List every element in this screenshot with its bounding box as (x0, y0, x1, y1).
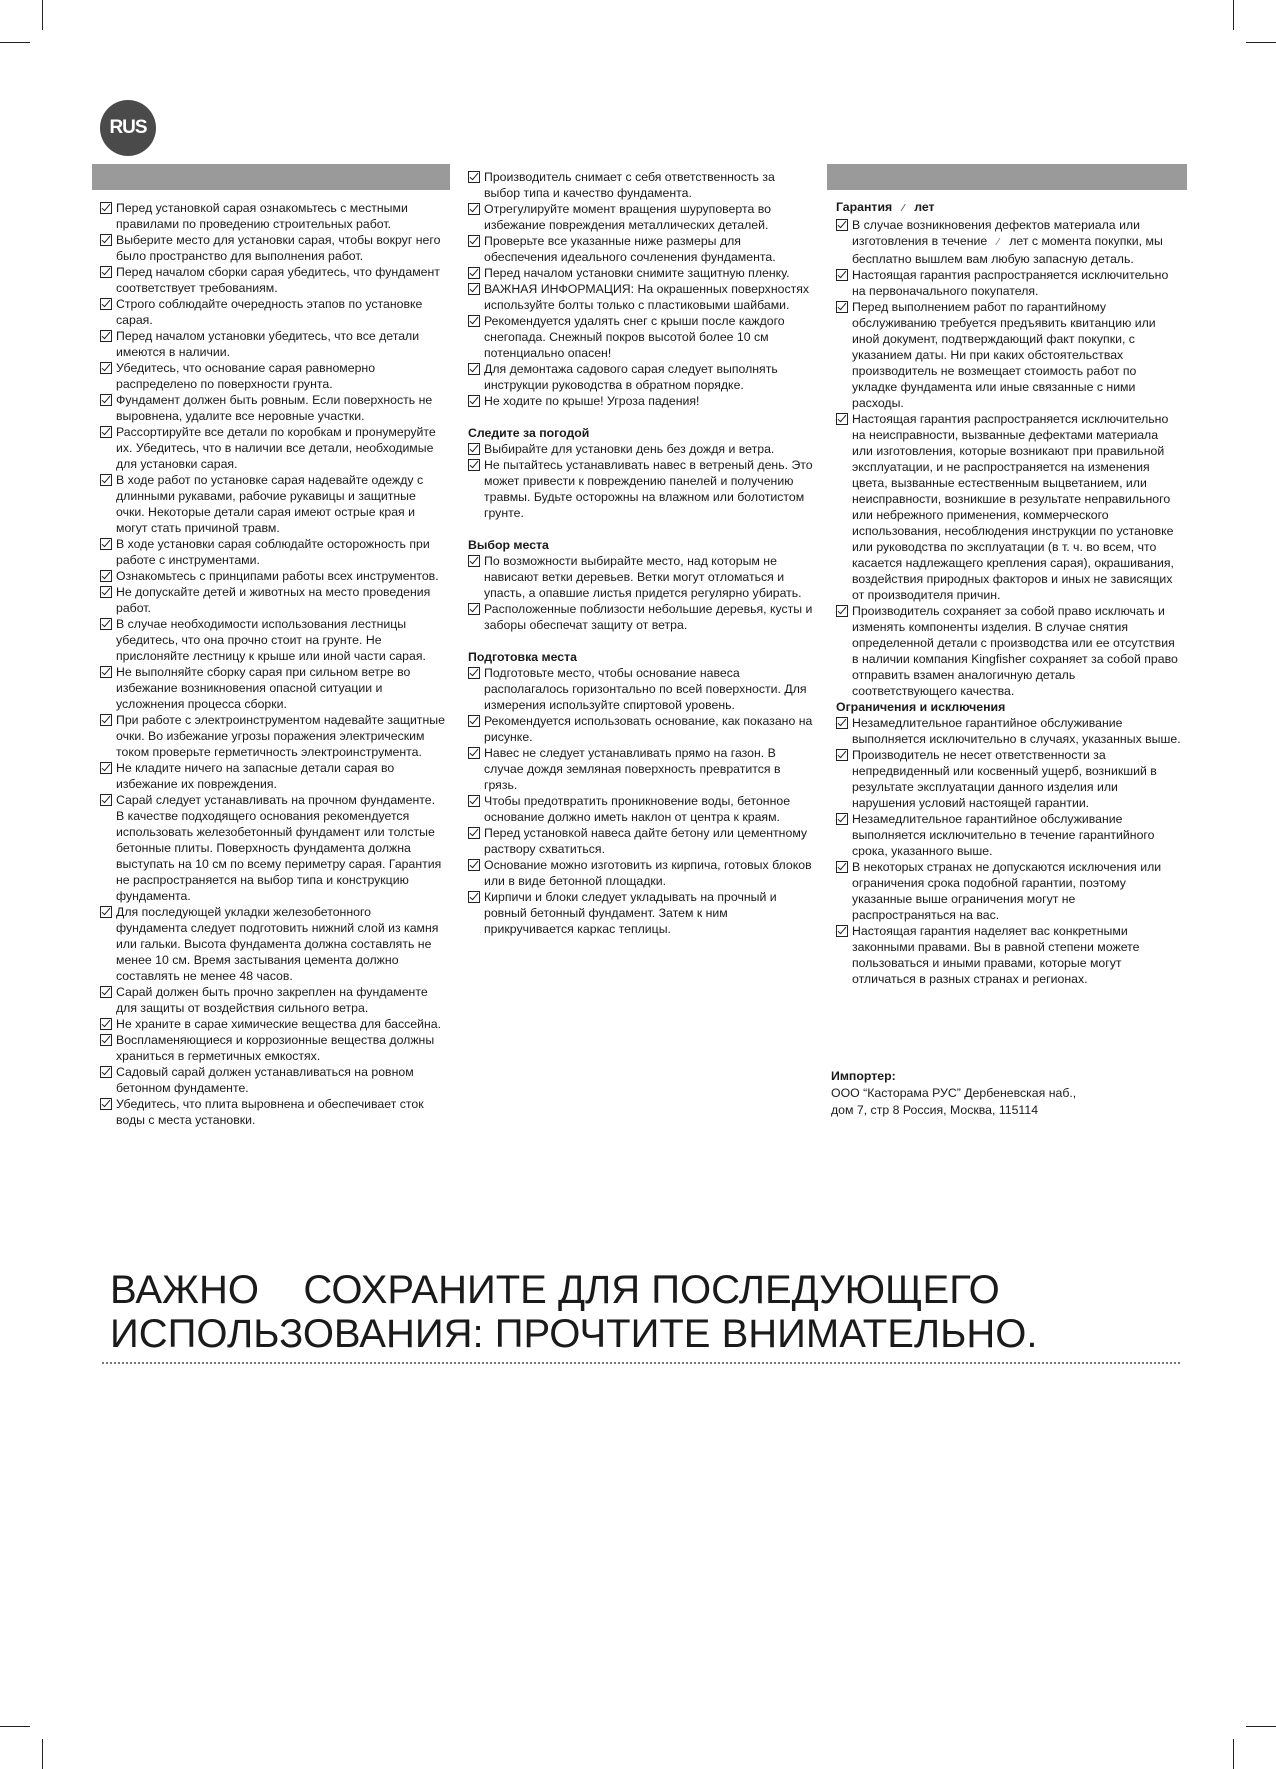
list-item (100, 616, 445, 664)
list-item-text: Навес не следует устанавливать прямо на газон. В случае дождя земляная поверхность превратится в грязь. (484, 746, 781, 792)
list-item-text: Перед началом установки убедитесь, что все детали имеются в наличии. (116, 329, 420, 359)
list-item-text: Отрегулируйте момент вращения шуруповерта во избежание повреждения металлических деталей. (484, 202, 771, 232)
list-item-text: Для последующей укладки железобетонного фундамента следует подготовить нижний слой из камня или гальки. Высота фундамента должна составлять не менее 10 см. Время застывания цемента должно составлять не менее 48 часов. (116, 905, 439, 983)
list-item-text: Перед установкой навеса дайте бетону или цементному раствору схватиться. (484, 826, 808, 856)
list-item (100, 328, 445, 360)
list-item-text: ВАЖНАЯ ИНФОРМАЦИЯ: На окрашенных поверхностях используйте болты только с пластиковыми шайбами. (484, 282, 810, 312)
list-item (100, 984, 445, 1016)
checkbox-checked-icon (100, 762, 112, 774)
list-item-text: Перед началом сборки сарая убедитесь, что фундамент соответствует требованиям. (116, 265, 440, 295)
checkbox-checked-icon (100, 1098, 112, 1110)
crop-mark (42, 0, 43, 30)
checkbox-checked-icon (836, 269, 848, 281)
list-item (468, 233, 813, 265)
list-item (836, 603, 1181, 699)
list-item (100, 264, 445, 296)
list-item-text: Расположенные поблизости небольшие деревья, кусты и заборы обеспечат защиту от ветра. (484, 602, 813, 632)
list-item-text: Не выполняйте сборку сарая при сильном ветре во избежание возникновения опасной ситуации и усложнения процесса сборки. (116, 665, 411, 711)
list-item (100, 760, 445, 792)
list-item (836, 715, 1181, 747)
list-item (468, 713, 813, 745)
list-item-text: Не кладите ничего на запасные детали сарая во избежание их повреждения. (116, 761, 395, 791)
list-item-text: Рассортируйте все детали по коробкам и пронумеруйте их. Убедитесь, что в наличии все детали, необходимые для установки сарая. (116, 425, 436, 471)
column-2 (468, 169, 813, 937)
importer-address-line-1: ООО “Касторама РУС” Дербеневская наб., (831, 1086, 1077, 1100)
list-item-text: Перед выполнением работ по гарантийному обслуживанию требуется предъявить квитанцию или иной документ, подтверждающий факт покупки, с указанием даты. Ни при каких обстоятельствах производитель не возмещает стоимость работ по укладке фундамента или иные связанные с ними расходы. (852, 300, 1156, 410)
crop-mark (42, 1739, 43, 1769)
list-item-text: Ознакомьтесь с принципами работы всех инструментов. (116, 569, 439, 583)
checkbox-checked-icon (100, 474, 112, 486)
list-item-text: Сарай следует устанавливать на прочном фундаменте. В качестве подходящего основания рекомендуется использовать железобетонный фундамент или толстые бетонные плиты. Поверхность фундамента должна выступать на 10 см по всему периметру сарая. Гарантия не распространяется на выбор типа и конструкцию фундамента. (116, 793, 442, 903)
checkbox-checked-icon (100, 298, 112, 310)
list-item-text: Перед установкой сарая ознакомьтесь с местными правилами по проведению строительных работ. (116, 201, 408, 231)
list-item-text: При работе с электроинструментом надевайте защитные очки. Во избежание угрозы поражения электрическим током проверьте герметичность электроинструмента. (116, 713, 445, 759)
list-item (100, 792, 445, 904)
list-item-text: Воспламеняющиеся и коррозионные вещества должны храниться в герметичных емкостях. (116, 1033, 435, 1063)
list-item-text: Для демонтажа садового сарая следует выполнять инструкции руководства в обратном порядке. (484, 362, 778, 392)
checkbox-checked-icon (468, 283, 480, 295)
checkbox-checked-icon (468, 603, 480, 615)
checkbox-checked-icon (836, 301, 848, 313)
list-item-text: Выбирайте для установки день без дождя и ветра. (484, 442, 775, 456)
language-badge: RUS (100, 100, 156, 156)
checkbox-checked-icon (836, 749, 848, 761)
list-item-text: Подготовьте место, чтобы основание навеса располагалось горизонтально по всей поверхности. Для измерения используйте спиртовой уровень. (484, 666, 807, 712)
checkbox-checked-icon (100, 1034, 112, 1046)
list-item-text: Фундамент должен быть ровным. Если поверхность не выровнена, удалите все неровные участки. (116, 393, 433, 423)
section-heading-place: Выбор места (468, 538, 549, 552)
list-item (468, 665, 813, 713)
important-notice-line-1: ВАЖНО СОХРАНИТЕ ДЛЯ ПОСЛЕДУЮЩЕГО (110, 1268, 1000, 1312)
checkbox-checked-icon (100, 362, 112, 374)
checkbox-checked-icon (100, 618, 112, 630)
section-heading-limits: Ограничения и исключения (836, 700, 1006, 714)
list-item (836, 859, 1181, 923)
list-item-text: Выберите место для установки сарая, чтобы вокруг него было пространство для выполнения работ. (116, 233, 441, 263)
checkbox-checked-icon (100, 586, 112, 598)
list-item-text: Проверьте все указанные ниже размеры для обеспечения идеального сочленения фундамента. (484, 234, 776, 264)
list-item-text: По возможности выбирайте место, над которым не нависают ветки деревьев. Ветки могут отломаться и упасть, а опавшие листья придется регулярно убирать. (484, 554, 802, 600)
list-item (100, 712, 445, 760)
list-item (468, 601, 813, 633)
checkbox-checked-icon (100, 426, 112, 438)
checkbox-checked-icon (468, 667, 480, 679)
list-item (836, 267, 1181, 299)
checkbox-checked-icon (836, 717, 848, 729)
checkbox-checked-icon (836, 413, 848, 425)
list-item (468, 313, 813, 361)
crop-mark (1233, 1739, 1234, 1769)
checkbox-checked-icon (836, 219, 848, 231)
list-item-text: Производитель не несет ответственности за непредвиденный или косвенный ущерб, возникший в результате эксплуатации данного изделия или нарушения условий настоящей гарантии. (852, 748, 1157, 810)
section-heading-weather: Следите за погодой (468, 426, 590, 440)
checkbox-checked-icon (100, 906, 112, 918)
checkbox-checked-icon (468, 827, 480, 839)
list-item-text: Настоящая гарантия распространяется исключительно на первоначального покупателя. (852, 268, 1169, 298)
checkbox-checked-icon (836, 813, 848, 825)
list-item-text: В некоторых странах не допускаются исключения или ограничения срока подобной гарантии, поэтому указанные выше ограничения могут не распространяться на вас. (852, 860, 1162, 922)
list-item-text: Сарай должен быть прочно закреплен на фундаменте для защиты от воздействия сильного ветра. (116, 985, 428, 1015)
checkbox-checked-icon (836, 925, 848, 937)
crop-mark (0, 1726, 30, 1727)
checkbox-checked-icon (468, 267, 480, 279)
list-item (468, 361, 813, 393)
list-item (836, 811, 1181, 859)
section-header-bar-right (827, 164, 1187, 190)
list-item-text: Рекомендуется использовать основание, как показано на рисунке. (484, 714, 813, 744)
checkbox-checked-icon (100, 666, 112, 678)
list-item (100, 360, 445, 392)
list-item (100, 1016, 445, 1032)
list-item-text: Рекомендуется удалять снег с крыши после каждого снегопада. Снежный покров высотой более 10 см потенциально опасен! (484, 314, 785, 360)
checkbox-checked-icon (836, 861, 848, 873)
checkbox-checked-icon (468, 459, 480, 471)
list-item (836, 923, 1181, 987)
list-item (100, 584, 445, 616)
list-item (468, 281, 813, 313)
list-item (468, 889, 813, 937)
checkbox-checked-icon (100, 570, 112, 582)
list-item (100, 664, 445, 712)
list-item (836, 411, 1181, 603)
checkbox-checked-icon (468, 715, 480, 727)
list-item-text: Перед началом установки снимите защитную пленку. (484, 266, 790, 280)
list-item (100, 472, 445, 536)
list-item: В случае возникновения дефектов материала или изготовления в течение ⁄ лет с момента покупки, мы бесплатно вышлем вам любую запасную деталь. (836, 217, 1181, 267)
list-item-text: Незамедлительное гарантийное обслуживание выполняется исключительно в течение гарантийного срока, указанного выше. (852, 812, 1155, 858)
list-item (468, 265, 813, 281)
crop-mark (0, 42, 30, 43)
list-item (468, 169, 813, 201)
list-item (100, 1064, 445, 1096)
list-item-text: Производитель сохраняет за собой право исключать и изменять компоненты изделия. В случае снятия определенной детали с производства или ее отсутствия в наличии компания Kingfisher сохраняет за собой право отправить взамен аналогичную деталь соответствующего качества. (852, 604, 1178, 698)
list-item (100, 392, 445, 424)
list-item (836, 299, 1181, 411)
list-item (468, 553, 813, 601)
list-item-text: Не храните в сарае химические вещества для бассейна. (116, 1017, 442, 1031)
important-notice-title (110, 1268, 1037, 1356)
list-item-text: Чтобы предотвратить проникновение воды, бетонное основание должно иметь наклон от центра к краям. (484, 794, 791, 824)
list-item (468, 393, 813, 409)
list-item-text: Настоящая гарантия наделяет вас конкретными законными правами. Вы в равной степени можете пользоваться и иными правами, которые могут отличаться в разных странах и регионах. (852, 924, 1140, 986)
checkbox-checked-icon (100, 202, 112, 214)
list-item (100, 424, 445, 472)
list-item (100, 1032, 445, 1064)
list-item-text: Основание можно изготовить из кирпича, готовых блоков или в виде бетонной площадки. (484, 858, 812, 888)
dotted-divider (102, 1362, 1180, 1364)
importer-address-line-2: дом 7, стр 8 Россия, Москва, 115114 (831, 1103, 1039, 1117)
checkbox-checked-icon (468, 891, 480, 903)
checkbox-checked-icon (100, 794, 112, 806)
list-item-text: Производитель снимает с себя ответственность за выбор типа и качество фундамента. (484, 170, 775, 200)
important-notice-line-2: ИСПОЛЬЗОВАНИЯ: ПРОЧТИТЕ ВНИМАТЕЛЬНО. (110, 1312, 1038, 1356)
list-item (468, 825, 813, 857)
checkbox-checked-icon (100, 1066, 112, 1078)
column-3 (836, 199, 1181, 987)
checkbox-checked-icon (100, 986, 112, 998)
checkbox-checked-icon (836, 605, 848, 617)
list-item-text: Строго соблюдайте очередность этапов по установке сарая. (116, 297, 423, 327)
list-item (100, 232, 445, 264)
list-item (100, 904, 445, 984)
checkbox-checked-icon (100, 714, 112, 726)
checkbox-checked-icon (468, 395, 480, 407)
list-item (468, 457, 813, 521)
checkbox-checked-icon (468, 235, 480, 247)
checkbox-checked-icon (100, 330, 112, 342)
section-header-bar-left (92, 164, 450, 190)
checkbox-checked-icon (468, 555, 480, 567)
list-item-text: Убедитесь, что плита выровнена и обеспечивает сток воды с места установки. (116, 1097, 424, 1127)
checkbox-checked-icon (100, 266, 112, 278)
list-item (100, 568, 445, 584)
checkbox-checked-icon (100, 394, 112, 406)
list-item-text: В ходе работ по установке сарая надевайте одежду с длинными рукавами, рабочие рукавицы и защитные очки. Некоторые детали сарая имеют острые края и могут стать причиной травм. (116, 473, 424, 535)
list-item (468, 201, 813, 233)
checkbox-checked-icon (100, 538, 112, 550)
checkbox-checked-icon (468, 315, 480, 327)
section-heading-preparation: Подготовка места (468, 650, 577, 664)
section-heading-warranty: Гарантия ⁄ лет (836, 200, 935, 214)
list-item-text: В случае необходимости использования лестницы убедитесь, что она прочно стоит на грунте. Не прислоняйте лестницу к крыше или иной части сарая. (116, 617, 426, 663)
list-item-text: Не пытайтесь устанавливать навес в ветреный день. Это может привести к повреждению панелей и получению травмы. Будьте осторожны на влажном или болотистом грунте. (484, 458, 813, 520)
checkbox-checked-icon (100, 234, 112, 246)
list-item-text: Незамедлительное гарантийное обслуживание выполняется исключительно в случаях, указанных выше. (852, 716, 1181, 746)
checkbox-checked-icon (468, 443, 480, 455)
list-item (100, 536, 445, 568)
list-item-text: Садовый сарай должен устанавливаться на ровном бетонном фундаменте. (116, 1065, 414, 1095)
list-item-text: Убедитесь, что основание сарая равномерно распределено по поверхности грунта. (116, 361, 376, 391)
list-item (100, 1096, 445, 1128)
list-item-text: В ходе установки сарая соблюдайте осторожность при работе с инструментами. (116, 537, 430, 567)
crop-mark (1246, 42, 1276, 43)
list-item (468, 857, 813, 889)
checkbox-checked-icon (468, 747, 480, 759)
checkbox-checked-icon (468, 363, 480, 375)
list-item (100, 200, 445, 232)
list-item-text: Кирпичи и блоки следует укладывать на прочный и ровный бетонный фундамент. Затем к ним прикручивается каркас теплицы. (484, 890, 777, 936)
checkbox-checked-icon (468, 859, 480, 871)
checkbox-checked-icon (100, 1018, 112, 1030)
column-1 (100, 200, 445, 1128)
list-item (468, 793, 813, 825)
crop-mark (1246, 1726, 1276, 1727)
list-item (468, 441, 813, 457)
list-item (836, 747, 1181, 811)
list-item-text: Не допускайте детей и животных на место проведения работ. (116, 585, 431, 615)
list-item-text: Не ходите по крыше! Угроза падения! (484, 394, 700, 408)
crop-mark (1233, 0, 1234, 30)
checkbox-checked-icon (468, 203, 480, 215)
checkbox-checked-icon (468, 171, 480, 183)
importer-block (831, 1068, 1076, 1119)
list-item-text: Настоящая гарантия распространяется исключительно на неисправности, вызванные дефектами материала или изготовления, которые возникают при правильной эксплуатации, и не распространяется на изменения цвета, вызванные естественным выцветанием, или неисправности, возникшие в результате неправильного или небрежного применения, коммерческого использования, несоблюдения инструкции по установке или руководства по эксплуатации (в т. ч. во всем, что касается надлежащего крепления сарая), окрашивания, воздействия природных факторов и иных не зависящих от производителя причин. (852, 412, 1174, 602)
list-item (100, 296, 445, 328)
importer-heading: Импортер: (831, 1069, 896, 1083)
list-item (468, 745, 813, 793)
checkbox-checked-icon (468, 795, 480, 807)
